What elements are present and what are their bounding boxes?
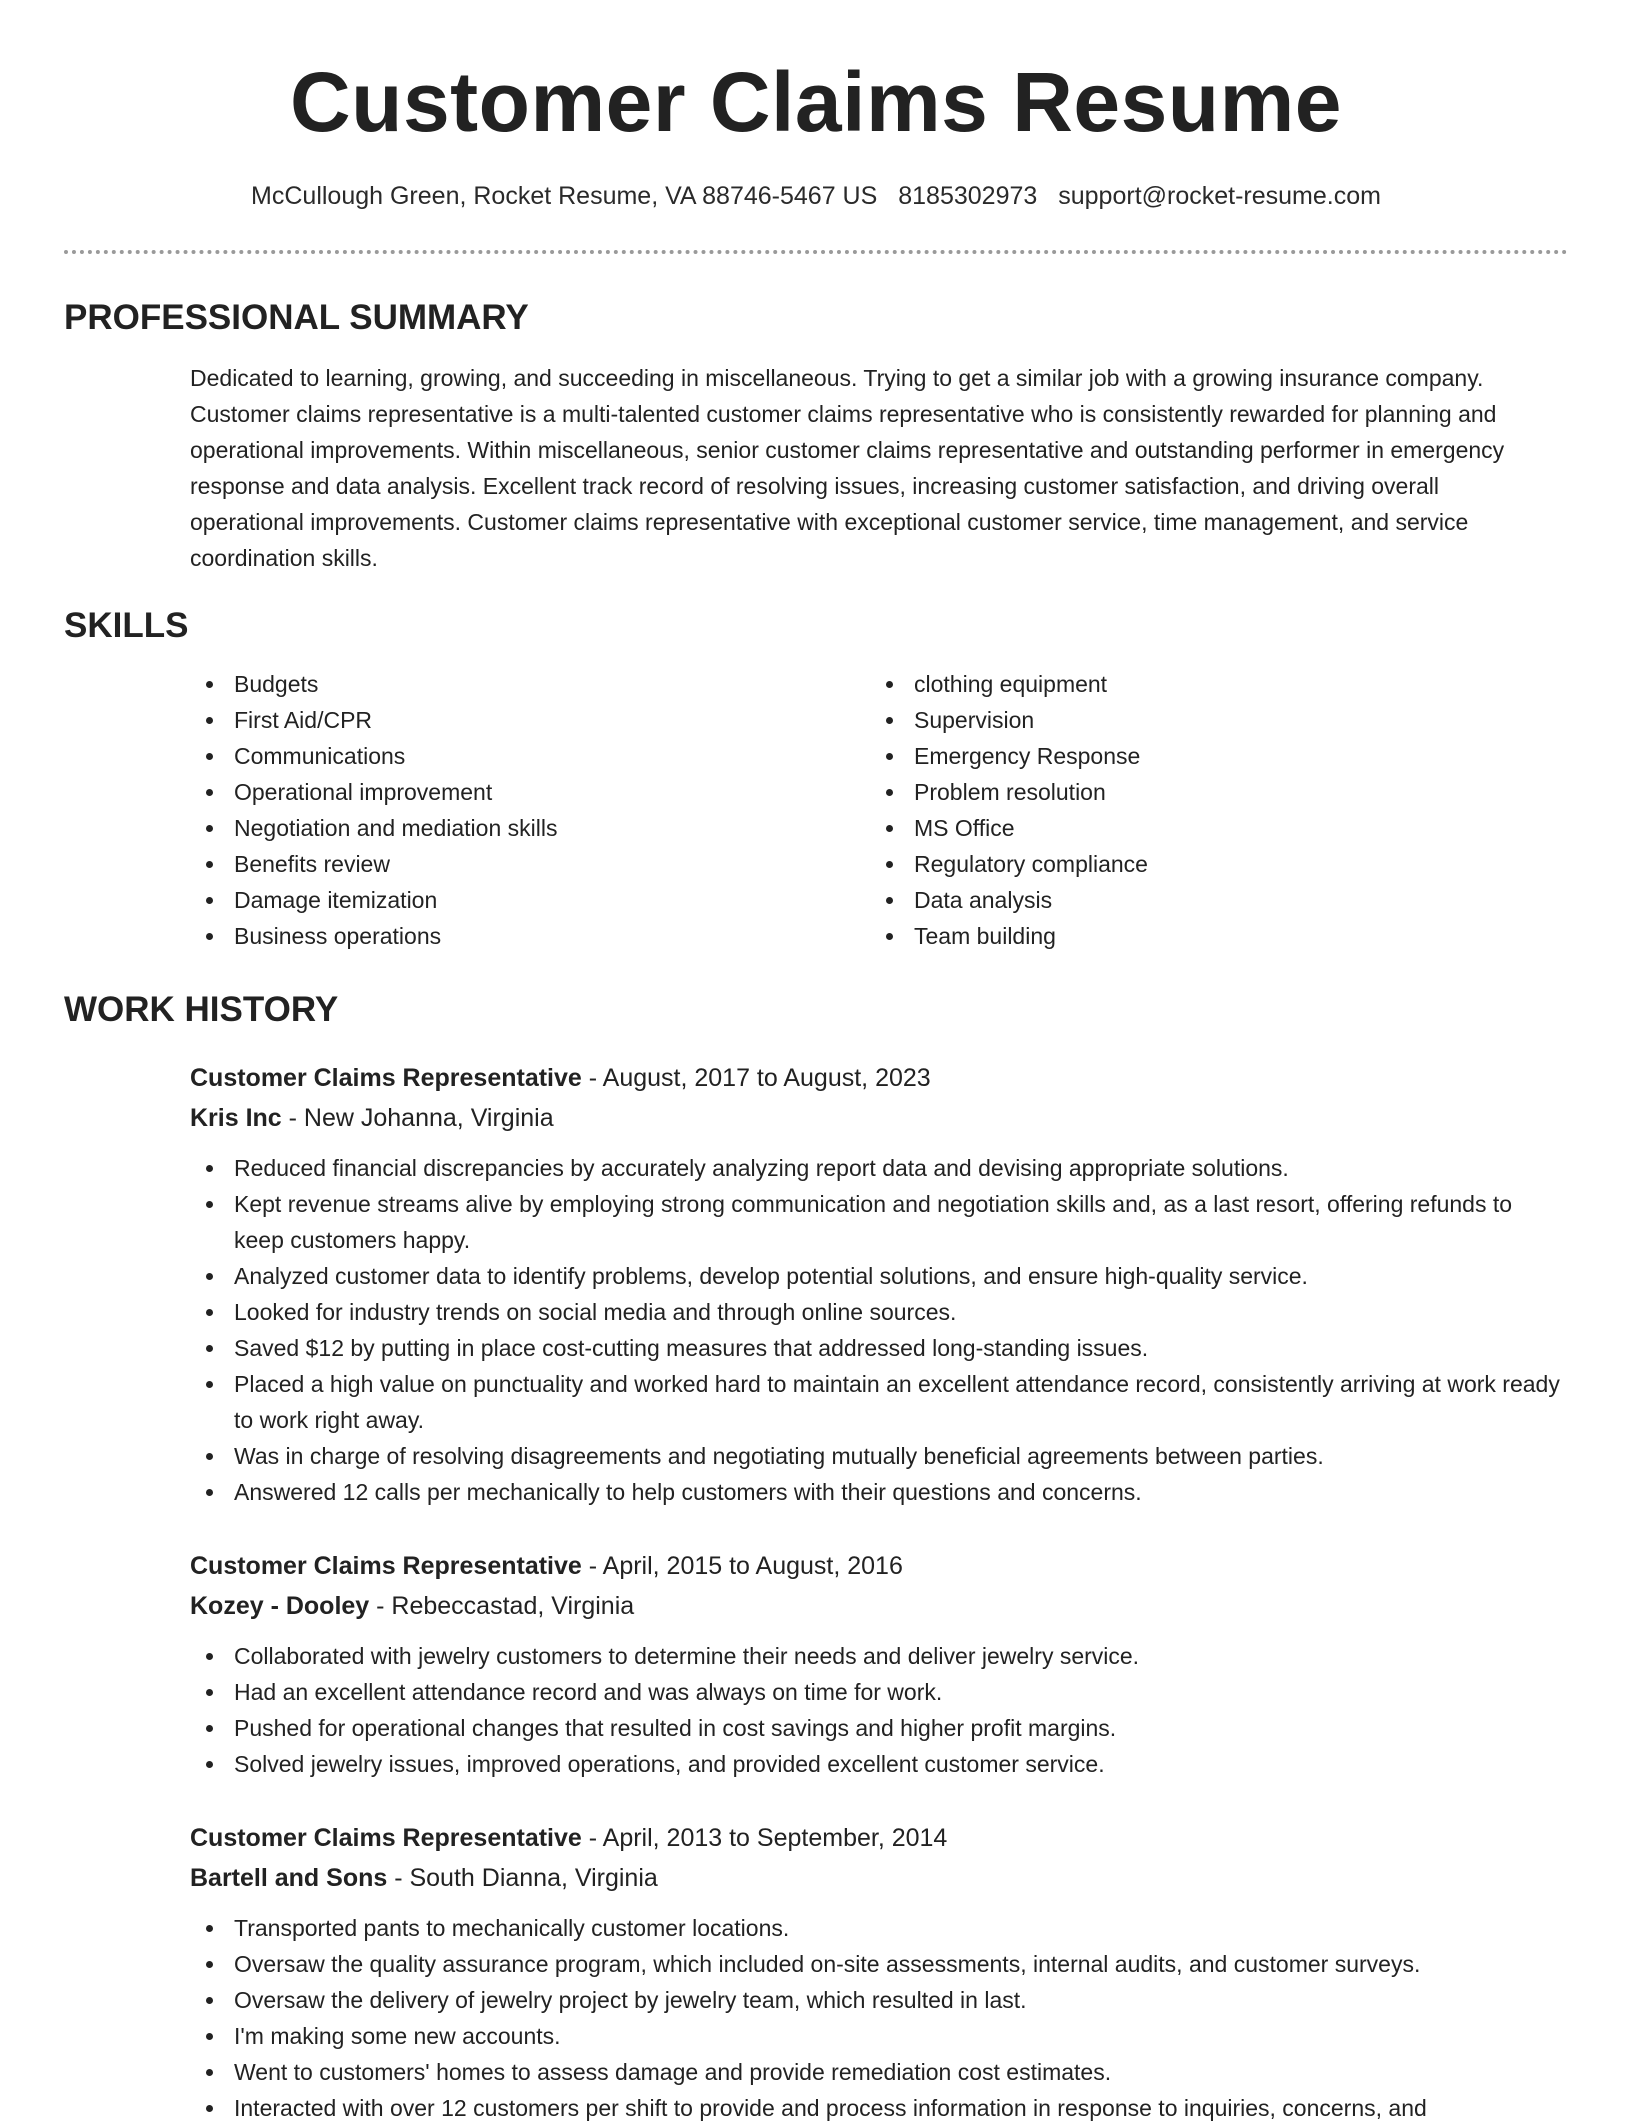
resume-header [64,52,1568,212]
job-bullet: Pushed for operational changes that resulted in cost savings and higher profit margins. [190,1710,1568,1746]
skill-item: clothing equipment [870,666,1550,702]
skill-item: Problem resolution [870,774,1550,810]
job-entry [64,1548,1568,1782]
job-dates: - April, 2013 to September, 2014 [581,1824,948,1852]
job-title-line [190,1548,1568,1584]
contact-phone: 8185302973 [898,182,1038,210]
skill-item: Communications [190,738,870,774]
job-bullet: Analyzed customer data to identify problems, develop potential solutions, and ensure high-quality service. [190,1258,1568,1294]
job-company-line [190,1100,1568,1136]
job-bullet: Answered 12 calls per mechanically to help customers with their questions and concerns. [190,1474,1568,1510]
skill-item: Team building [870,918,1550,954]
job-location: - Rebeccastad, Virginia [369,1592,635,1620]
contact-address: McCullough Green, Rocket Resume, VA 88746-5467 US [251,182,878,210]
skill-item: MS Office [870,810,1550,846]
job-bullet: Interacted with over 12 customers per shift to provide and process information in response to inquiries, concerns, and [190,2090,1568,2126]
header-divider [64,250,1568,254]
job-bullet: I'm making some new accounts. [190,2018,1568,2054]
job-title: Customer Claims Representative [190,1064,582,1092]
skill-item: Budgets [190,666,870,702]
skills-section [64,604,1568,954]
job-body [190,1548,1568,1782]
job-bullet: Went to customers' homes to assess damage and provide remediation cost estimates. [190,2054,1568,2090]
job-bullet: Placed a high value on punctuality and worked hard to maintain an excellent attendance record, consistently arriving at work ready to work right away. [190,1366,1568,1438]
job-bullet: Oversaw the quality assurance program, which included on-site assessments, internal audits, and customer surveys. [190,1946,1568,1982]
job-bullet: Reduced financial discrepancies by accurately analyzing report data and devising appropriate solutions. [190,1150,1568,1186]
skill-item: Benefits review [190,846,870,882]
contact-email: support@rocket-resume.com [1058,182,1381,210]
job-company-line [190,1860,1568,1896]
work-heading: WORK HISTORY [64,990,339,1029]
job-bullet: Kept revenue streams alive by employing strong communication and negotiation skills and, as a last resort, offering refunds to keep customers happy. [190,1186,1568,1258]
job-bullet: Collaborated with jewelry customers to determine their needs and deliver jewelry service. [190,1638,1568,1674]
job-bullet: Had an excellent attendance record and was always on time for work. [190,1674,1568,1710]
job-location: - South Dianna, Virginia [387,1864,658,1892]
job-entry [64,1820,1568,2126]
job-location: - New Johanna, Virginia [281,1104,554,1132]
job-title: Customer Claims Representative [190,1824,582,1852]
job-company-line [190,1588,1568,1624]
skill-item: Operational improvement [190,774,870,810]
summary-section [64,296,1568,576]
job-company: Kris Inc [190,1104,282,1132]
skills-list-right [870,666,1550,954]
job-bullets [190,1150,1568,1510]
skill-item: Supervision [870,702,1550,738]
job-bullet: Solved jewelry issues, improved operations, and provided excellent customer service. [190,1746,1568,1782]
summary-text: Dedicated to learning, growing, and succeeding in miscellaneous. Trying to get a similar job with a growing insurance company. Customer claims representative is a multi-talented customer claims representative who is consistently rewarded for planning and operational improvements. Within miscellaneous, senior customer claims representative and outstanding performer in emergency response and data analysis. Excellent track record of resolving issues, increasing customer satisfaction, and driving overall operational improvements. Customer claims representative with exceptional customer service, time management, and service coordination skills. [190,365,1505,571]
job-title: Customer Claims Representative [190,1552,582,1580]
contact-line [64,180,1568,212]
job-body [190,1820,1568,2126]
job-bullets [190,1638,1568,1782]
skills-heading: SKILLS [64,606,189,645]
job-company: Kozey - Dooley [190,1592,370,1620]
job-entry [64,1060,1568,1510]
job-bullet: Oversaw the delivery of jewelry project by jewelry team, which resulted in last. [190,1982,1568,2018]
job-bullet: Looked for industry trends on social media and through online sources. [190,1294,1568,1330]
skill-item: Negotiation and mediation skills [190,810,870,846]
skill-item: Regulatory compliance [870,846,1550,882]
job-bullet: Was in charge of resolving disagreements and negotiating mutually beneficial agreements between parties. [190,1438,1568,1474]
job-bullet: Transported pants to mechanically customer locations. [190,1910,1568,1946]
skill-item: Business operations [190,918,870,954]
resume-title: Customer Claims Resume [289,55,1343,149]
skills-columns [190,666,1568,954]
summary-heading: PROFESSIONAL SUMMARY [64,298,529,337]
skill-item: Data analysis [870,882,1550,918]
job-body [190,1060,1568,1510]
job-dates: - April, 2015 to August, 2016 [581,1552,903,1580]
job-bullets [190,1910,1568,2126]
job-bullet: Saved $12 by putting in place cost-cutting measures that addressed long-standing issues. [190,1330,1568,1366]
work-section [64,988,1568,1032]
skills-list-left [190,666,870,954]
job-dates: - August, 2017 to August, 2023 [581,1064,931,1092]
skill-item: Emergency Response [870,738,1550,774]
job-company: Bartell and Sons [190,1864,388,1892]
job-title-line [190,1060,1568,1096]
skill-item: First Aid/CPR [190,702,870,738]
skill-item: Damage itemization [190,882,870,918]
job-title-line [190,1820,1568,1856]
